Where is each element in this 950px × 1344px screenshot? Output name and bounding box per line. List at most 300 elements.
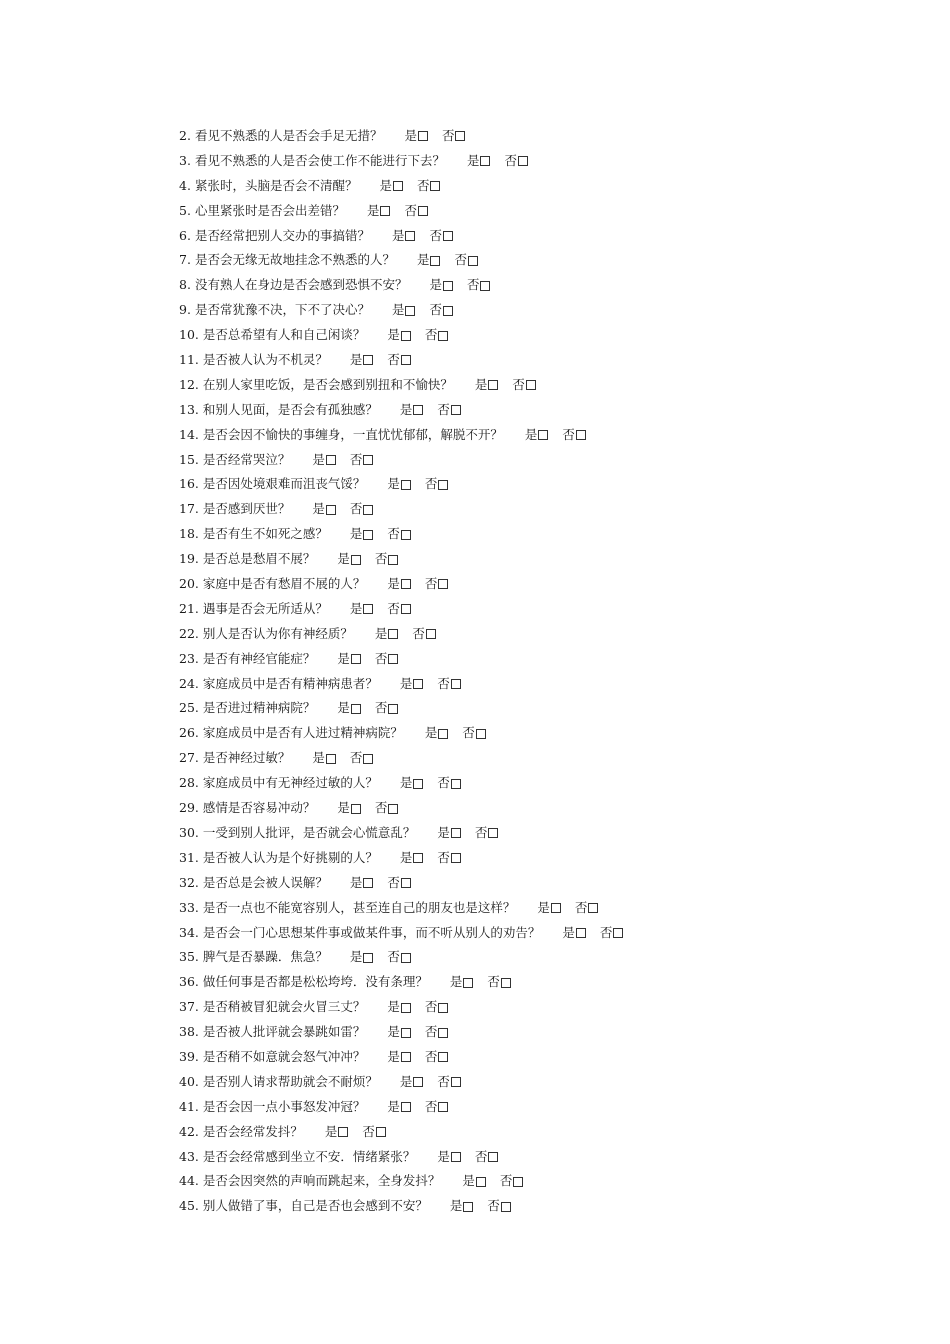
yes-checkbox[interactable] [363, 953, 373, 963]
yes-label: 是 [391, 227, 405, 243]
question-text: 是否被人认为是个好挑剔的人？ [202, 849, 378, 865]
question-item [179, 398, 879, 423]
no-checkbox[interactable] [401, 953, 411, 963]
no-option[interactable] [350, 448, 374, 473]
no-checkbox[interactable] [438, 331, 448, 341]
no-checkbox[interactable] [443, 306, 453, 316]
yes-checkbox[interactable] [326, 754, 336, 764]
yes-checkbox[interactable] [393, 181, 403, 191]
no-checkbox[interactable] [451, 853, 461, 863]
no-checkbox[interactable] [438, 480, 448, 490]
question-item [179, 995, 879, 1020]
yes-label: 是 [312, 451, 325, 467]
yes-checkbox[interactable] [430, 256, 440, 266]
no-label: 否 [499, 1173, 513, 1189]
yes-option[interactable] [425, 721, 449, 746]
yes-checkbox[interactable] [401, 480, 411, 490]
yes-option[interactable] [350, 597, 374, 622]
yes-label: 是 [437, 1148, 450, 1164]
no-option[interactable] [467, 273, 491, 298]
no-option[interactable] [562, 423, 586, 448]
no-label: 否 [387, 949, 400, 965]
no-label: 否 [437, 1073, 450, 1089]
yes-option[interactable] [375, 622, 399, 647]
yes-option[interactable] [387, 1095, 411, 1120]
no-label: 否 [437, 675, 450, 691]
no-option[interactable] [425, 995, 449, 1020]
question-text: 是否会因突然的声响而跳起来，全身发抖？ [202, 1173, 441, 1189]
no-option[interactable] [425, 1020, 449, 1045]
no-checkbox[interactable] [388, 654, 398, 664]
no-label: 否 [424, 1048, 438, 1064]
yes-option[interactable] [400, 672, 424, 697]
yes-checkbox[interactable] [413, 405, 423, 415]
yes-checkbox[interactable] [401, 1028, 411, 1038]
question-number: 42. [179, 1123, 199, 1139]
yes-checkbox[interactable] [401, 1003, 411, 1013]
question-number: 9. [179, 302, 191, 318]
question-number: 8. [179, 277, 191, 293]
question-number: 6. [179, 227, 191, 243]
yes-checkbox[interactable] [401, 1052, 411, 1062]
no-label: 否 [387, 526, 400, 542]
no-checkbox[interactable] [455, 131, 465, 141]
no-option[interactable] [475, 821, 499, 846]
question-number: 39. [179, 1048, 199, 1064]
no-option[interactable] [462, 721, 486, 746]
no-option[interactable] [575, 896, 599, 921]
no-checkbox[interactable] [438, 1102, 448, 1112]
yes-checkbox[interactable] [326, 505, 336, 515]
yes-label: 是 [449, 1198, 463, 1214]
yes-checkbox[interactable] [363, 604, 373, 614]
no-checkbox[interactable] [401, 604, 411, 614]
question-number: 25. [179, 700, 199, 716]
no-checkbox[interactable] [363, 455, 373, 465]
yes-checkbox[interactable] [351, 704, 361, 714]
no-checkbox[interactable] [438, 1028, 448, 1038]
yes-label: 是 [379, 177, 392, 193]
yes-option[interactable] [400, 1070, 424, 1095]
yes-label: 是 [391, 302, 405, 318]
no-option[interactable] [429, 298, 453, 323]
no-checkbox[interactable] [513, 1177, 523, 1187]
no-option[interactable] [375, 796, 399, 821]
question-text: 在别人家里吃饭，是否会感到别扭和不愉快？ [202, 376, 453, 392]
question-number: 11. [179, 352, 199, 368]
question-text: 是否别人请求帮助就会不耐烦？ [202, 1073, 378, 1089]
yes-label: 是 [416, 252, 430, 268]
yes-label: 是 [429, 277, 442, 293]
question-item [179, 572, 879, 597]
question-number: 27. [179, 750, 199, 766]
no-option[interactable] [425, 1095, 449, 1120]
no-checkbox[interactable] [476, 729, 486, 739]
yes-option[interactable] [400, 846, 424, 871]
question-number: 29. [179, 800, 199, 816]
no-option[interactable] [487, 970, 511, 995]
no-checkbox[interactable] [518, 156, 528, 166]
no-checkbox[interactable] [501, 1202, 511, 1212]
yes-checkbox[interactable] [363, 355, 373, 365]
question-item [179, 1070, 879, 1095]
question-number: 23. [179, 650, 199, 666]
yes-label: 是 [349, 526, 363, 542]
question-text: 是否会经常感到坐立不安．情绪紧张？ [202, 1148, 416, 1164]
yes-checkbox[interactable] [480, 156, 490, 166]
yes-option[interactable] [387, 472, 411, 497]
yes-checkbox[interactable] [380, 206, 390, 216]
yes-option[interactable] [429, 273, 453, 298]
no-label: 否 [374, 700, 388, 716]
no-checkbox[interactable] [451, 405, 461, 415]
yes-option[interactable] [400, 398, 424, 423]
no-label: 否 [474, 1148, 488, 1164]
question-text: 心里紧张时是否会出差错？ [194, 202, 345, 218]
question-number: 20. [179, 576, 199, 592]
no-checkbox[interactable] [451, 779, 461, 789]
yes-option[interactable] [350, 871, 374, 896]
no-label: 否 [462, 725, 475, 741]
no-checkbox[interactable] [401, 530, 411, 540]
question-text: 是否被人认为不机灵？ [202, 352, 328, 368]
no-checkbox[interactable] [363, 505, 373, 515]
no-checkbox[interactable] [501, 978, 511, 988]
no-checkbox[interactable] [588, 903, 598, 913]
question-number: 30. [179, 824, 199, 840]
no-option[interactable] [425, 323, 449, 348]
yes-option[interactable] [350, 522, 374, 547]
no-option[interactable] [454, 248, 478, 273]
no-checkbox[interactable] [376, 1127, 386, 1137]
yes-option[interactable] [525, 423, 549, 448]
no-option[interactable] [362, 1120, 386, 1145]
yes-option[interactable] [387, 1020, 411, 1045]
yes-checkbox[interactable] [413, 853, 423, 863]
no-option[interactable] [437, 672, 461, 697]
yes-checkbox[interactable] [351, 804, 361, 814]
yes-label: 是 [462, 1173, 475, 1189]
no-label: 否 [424, 1024, 438, 1040]
no-label: 否 [374, 650, 388, 666]
yes-checkbox[interactable] [551, 903, 561, 913]
yes-label: 是 [399, 849, 413, 865]
yes-checkbox[interactable] [438, 729, 448, 739]
yes-label: 是 [337, 650, 350, 666]
question-text: 做任何事是否都是松松垮垮．没有条理？ [202, 974, 428, 990]
no-checkbox[interactable] [443, 231, 453, 241]
no-checkbox[interactable] [438, 579, 448, 589]
yes-checkbox[interactable] [413, 1077, 423, 1087]
question-text: 是否常犹豫不决，下不了决心？ [194, 302, 370, 318]
no-label: 否 [437, 849, 450, 865]
yes-checkbox[interactable] [538, 430, 548, 440]
question-text: 是否会因不愉快的事缠身，一直忧忧郁郁，解脱不开？ [202, 426, 503, 442]
question-text: 是否经常哭泣？ [202, 451, 291, 467]
no-option[interactable] [512, 373, 536, 398]
yes-label: 是 [349, 352, 363, 368]
no-option[interactable] [429, 224, 453, 249]
yes-label: 是 [337, 700, 350, 716]
yes-option[interactable] [337, 647, 361, 672]
no-checkbox[interactable] [438, 1003, 448, 1013]
yes-label: 是 [424, 725, 438, 741]
no-option[interactable] [387, 597, 411, 622]
no-option[interactable] [487, 1194, 511, 1219]
yes-option[interactable] [462, 1169, 486, 1194]
question-number: 2. [179, 128, 191, 143]
yes-checkbox[interactable] [463, 978, 473, 988]
question-item [179, 497, 879, 522]
question-item [179, 597, 879, 622]
question-item [179, 921, 879, 946]
yes-checkbox[interactable] [326, 455, 336, 465]
no-option[interactable] [425, 1045, 449, 1070]
yes-checkbox[interactable] [476, 1177, 486, 1187]
questionnaire-list [179, 124, 879, 1219]
no-checkbox[interactable] [488, 1152, 498, 1162]
no-option[interactable] [437, 398, 461, 423]
yes-checkbox[interactable] [401, 1102, 411, 1112]
no-option[interactable] [437, 846, 461, 871]
no-label: 否 [437, 401, 450, 417]
yes-option[interactable] [350, 945, 374, 970]
yes-option[interactable] [379, 174, 403, 199]
no-label: 否 [387, 352, 400, 368]
no-option[interactable] [387, 348, 411, 373]
question-item [179, 174, 879, 199]
yes-label: 是 [387, 327, 400, 343]
yes-option[interactable] [387, 1045, 411, 1070]
yes-checkbox[interactable] [351, 555, 361, 565]
no-label: 否 [504, 152, 517, 168]
question-number: 21. [179, 600, 199, 616]
question-text: 是否会一门心思想某件事或做某件事，而不听从别人的劝告？ [202, 924, 541, 940]
question-number: 24. [179, 675, 199, 691]
yes-option[interactable] [337, 547, 361, 572]
yes-option[interactable] [312, 746, 336, 771]
question-number: 40. [179, 1073, 199, 1089]
yes-checkbox[interactable] [451, 1152, 461, 1162]
no-label: 否 [474, 824, 488, 840]
no-checkbox[interactable] [418, 206, 428, 216]
no-checkbox[interactable] [388, 555, 398, 565]
no-option[interactable] [350, 497, 374, 522]
yes-option[interactable] [387, 572, 411, 597]
yes-checkbox[interactable] [488, 380, 498, 390]
yes-option[interactable] [350, 348, 374, 373]
no-option[interactable] [404, 199, 428, 224]
no-option[interactable] [600, 921, 624, 946]
yes-checkbox[interactable] [401, 331, 411, 341]
question-text: 别人是否认为你有神经质？ [202, 625, 353, 641]
yes-checkbox[interactable] [576, 928, 586, 938]
no-checkbox[interactable] [576, 430, 586, 440]
no-option[interactable] [425, 572, 449, 597]
question-item [179, 323, 879, 348]
yes-checkbox[interactable] [413, 679, 423, 689]
yes-option[interactable] [450, 970, 474, 995]
yes-option[interactable] [437, 1145, 461, 1170]
no-option[interactable] [437, 1070, 461, 1095]
no-label: 否 [412, 625, 425, 641]
question-item [179, 547, 879, 572]
no-checkbox[interactable] [488, 828, 498, 838]
no-label: 否 [441, 128, 455, 143]
yes-option[interactable] [450, 1194, 474, 1219]
question-item [179, 448, 879, 473]
no-option[interactable] [412, 622, 436, 647]
no-option[interactable] [375, 696, 399, 721]
no-label: 否 [424, 476, 438, 492]
yes-label: 是 [312, 501, 325, 517]
no-checkbox[interactable] [388, 704, 398, 714]
question-item [179, 846, 879, 871]
no-label: 否 [574, 899, 588, 915]
yes-checkbox[interactable] [451, 828, 461, 838]
yes-label: 是 [437, 824, 450, 840]
yes-checkbox[interactable] [405, 306, 415, 316]
no-checkbox[interactable] [451, 1077, 461, 1087]
question-text: 是否有生不如死之感？ [202, 526, 328, 542]
question-item [179, 647, 879, 672]
yes-checkbox[interactable] [363, 878, 373, 888]
no-checkbox[interactable] [451, 679, 461, 689]
no-checkbox[interactable] [388, 804, 398, 814]
yes-option[interactable] [404, 124, 428, 149]
no-checkbox[interactable] [363, 754, 373, 764]
no-option[interactable] [375, 547, 399, 572]
yes-checkbox[interactable] [443, 281, 453, 291]
question-item [179, 672, 879, 697]
yes-option[interactable] [312, 497, 336, 522]
yes-option[interactable] [387, 995, 411, 1020]
question-number: 18. [179, 526, 199, 542]
question-number: 31. [179, 849, 199, 865]
no-option[interactable] [417, 174, 441, 199]
question-text: 家庭中是否有愁眉不展的人？ [202, 576, 366, 592]
no-checkbox[interactable] [438, 1052, 448, 1062]
question-text: 家庭成员中是否有精神病患者？ [202, 675, 378, 691]
no-option[interactable] [500, 1169, 524, 1194]
no-label: 否 [429, 302, 442, 318]
yes-option[interactable] [562, 921, 586, 946]
question-item [179, 124, 879, 149]
question-item [179, 970, 879, 995]
yes-option[interactable] [337, 796, 361, 821]
yes-label: 是 [349, 600, 363, 616]
yes-label: 是 [349, 874, 363, 890]
question-number: 44. [179, 1173, 199, 1189]
no-option[interactable] [387, 945, 411, 970]
question-number: 17. [179, 501, 199, 517]
no-checkbox[interactable] [526, 380, 536, 390]
yes-checkbox[interactable] [405, 231, 415, 241]
no-option[interactable] [387, 522, 411, 547]
yes-label: 是 [399, 775, 413, 791]
yes-checkbox[interactable] [463, 1202, 473, 1212]
no-checkbox[interactable] [613, 928, 623, 938]
no-label: 否 [424, 999, 438, 1015]
question-text: 一受到别人批评，是否就会心慌意乱？ [202, 824, 416, 840]
no-label: 否 [362, 1123, 375, 1139]
question-number: 33. [179, 899, 199, 915]
yes-checkbox[interactable] [338, 1127, 348, 1137]
yes-checkbox[interactable] [388, 629, 398, 639]
question-text: 是否因处境艰难而沮丧气馁？ [202, 476, 366, 492]
question-number: 10. [179, 327, 199, 343]
question-text: 是否总是会被人误解？ [202, 874, 328, 890]
no-checkbox[interactable] [480, 281, 490, 291]
no-option[interactable] [504, 149, 528, 174]
no-option[interactable] [437, 771, 461, 796]
yes-option[interactable] [475, 373, 499, 398]
yes-checkbox[interactable] [401, 579, 411, 589]
no-label: 否 [387, 600, 400, 616]
yes-label: 是 [387, 576, 400, 592]
question-item [179, 821, 879, 846]
yes-option[interactable] [387, 323, 411, 348]
yes-checkbox[interactable] [351, 654, 361, 664]
no-option[interactable] [350, 746, 374, 771]
yes-option[interactable] [392, 224, 416, 249]
question-item [179, 1020, 879, 1045]
yes-label: 是 [349, 949, 363, 965]
question-item [179, 472, 879, 497]
no-checkbox[interactable] [426, 629, 436, 639]
yes-checkbox[interactable] [418, 131, 428, 141]
yes-label: 是 [537, 899, 550, 915]
yes-option[interactable] [325, 1120, 349, 1145]
yes-label: 是 [312, 750, 325, 766]
no-option[interactable] [387, 871, 411, 896]
question-item [179, 522, 879, 547]
no-option[interactable] [375, 647, 399, 672]
no-label: 否 [349, 501, 363, 517]
yes-option[interactable] [417, 248, 441, 273]
no-checkbox[interactable] [401, 355, 411, 365]
no-option[interactable] [442, 124, 466, 149]
yes-label: 是 [399, 1073, 413, 1089]
question-number: 34. [179, 924, 199, 940]
yes-option[interactable] [312, 448, 336, 473]
question-item [179, 348, 879, 373]
question-text: 是否稍不如意就会怒气冲冲？ [202, 1048, 366, 1064]
question-text: 是否进过精神病院？ [202, 700, 316, 716]
no-label: 否 [487, 974, 500, 990]
no-checkbox[interactable] [401, 878, 411, 888]
no-checkbox[interactable] [468, 256, 478, 266]
yes-option[interactable] [367, 199, 391, 224]
question-number: 4. [179, 177, 191, 193]
yes-checkbox[interactable] [413, 779, 423, 789]
question-item [179, 896, 879, 921]
yes-option[interactable] [467, 149, 491, 174]
yes-checkbox[interactable] [363, 530, 373, 540]
no-option[interactable] [475, 1145, 499, 1170]
no-checkbox[interactable] [430, 181, 440, 191]
yes-option[interactable] [437, 821, 461, 846]
yes-option[interactable] [400, 771, 424, 796]
question-number: 37. [179, 999, 199, 1015]
yes-option[interactable] [392, 298, 416, 323]
yes-option[interactable] [337, 696, 361, 721]
no-option[interactable] [425, 472, 449, 497]
question-item [179, 199, 879, 224]
question-text: 紧张时，头脑是否会不清醒？ [194, 177, 358, 193]
yes-option[interactable] [537, 896, 561, 921]
question-text: 没有熟人在身边是否会感到恐惧不安？ [194, 277, 408, 293]
